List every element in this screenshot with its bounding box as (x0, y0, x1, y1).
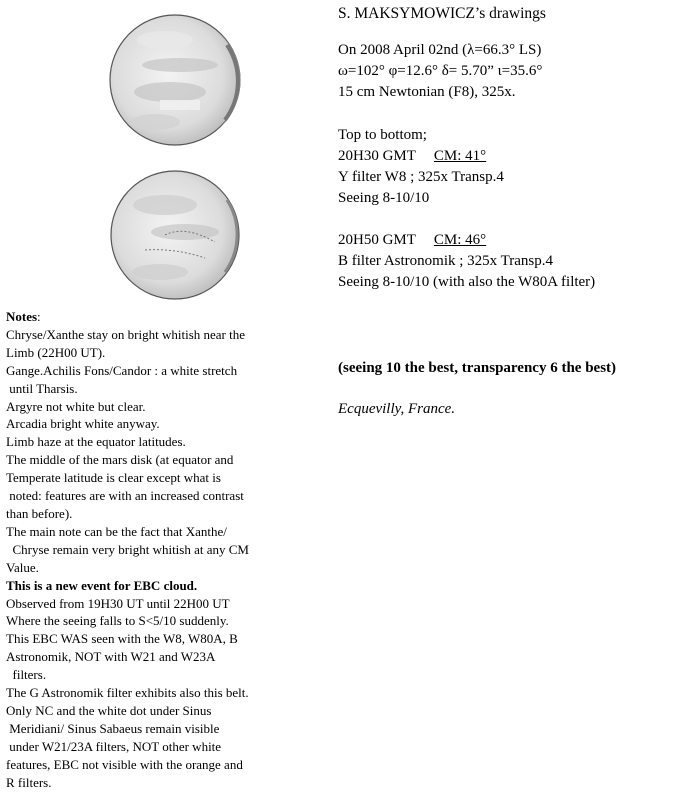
notes-section (6, 308, 306, 791)
note-line-12: Chryse remain very bright whitish at any CM (6, 541, 249, 557)
seeing-scale-note: (seeing 10 the best, transparency 6 the best) (338, 360, 617, 376)
notes-heading (6, 308, 306, 326)
note-line-b-3: Astronomik, NOT with W21 and W23A (6, 649, 216, 665)
note-line-2: Gange.Achilis Fons/Candor : a white stretch (6, 362, 238, 378)
spacer (338, 209, 595, 230)
drawing-order (338, 125, 595, 293)
note-line-1: Limb (22H00 UT). (6, 344, 106, 360)
second-seeing: Seeing 8-10/10 (with also the W80A filter) (338, 274, 596, 290)
observation-instrument: 15 cm Newtonian (F8), 325x. (338, 84, 516, 100)
observation-params: ω=102° φ=12.6° δ= 5.70” ι=35.6° (338, 63, 543, 79)
second-filter: B filter Astronomik ; 325x Transp.4 (338, 253, 554, 269)
note-line-b-5: The G Astronomik filter exhibits also this belt. (6, 685, 249, 701)
drawing-order-label: Top to bottom; (338, 127, 427, 143)
note-line-b-7: Meridiani/ Sinus Sabaeus remain visible (6, 720, 220, 736)
observation-date: On 2008 April 02nd (λ=66.3° LS) (338, 42, 542, 58)
note-line-b-4: filters. (6, 667, 47, 683)
first-drawing-time (338, 146, 595, 167)
notes-colon: : (37, 309, 41, 324)
note-line-13: Value. (6, 559, 39, 575)
note-line-0: Chryse/Xanthe stay on bright whitish near the (6, 326, 246, 342)
note-line-b-2: This EBC WAS seen with the W8, W80A, B (6, 631, 238, 647)
note-line-b-8: under W21/23A filters, NOT other white (6, 738, 222, 754)
note-line-11: The main note can be the fact that Xanthe/ (6, 523, 227, 539)
second-drawing-time (338, 230, 595, 251)
first-seeing: Seeing 8-10/10 (338, 190, 430, 206)
note-line-3: until Tharsis. (6, 380, 78, 396)
notes-lines (6, 326, 306, 577)
note-line-b-0: Observed from 19H30 UT until 22H00 UT (6, 595, 230, 611)
second-time: 20H50 GMT (338, 232, 416, 248)
note-line-b-6: Only NC and the white dot under Sinus (6, 702, 212, 718)
note-line-b-9: features, EBC not visible with the orange and (6, 756, 243, 772)
mars-drawings (105, 10, 245, 300)
first-time: 20H30 GMT (338, 148, 416, 164)
note-line-4: Argyre not white but clear. (6, 398, 146, 414)
notes-bold-line: This is a new event for EBC cloud. (6, 577, 198, 593)
notes-lines-2 (6, 595, 306, 792)
note-line-10: than before). (6, 505, 73, 521)
first-filter: Y filter W8 ; 325x Transp.4 (338, 169, 504, 185)
note-line-9: noted: features are with an increased contrast (6, 488, 244, 504)
second-cm: CM: 46° (433, 232, 487, 248)
note-line-6: Limb haze at the equator latitudes. (6, 434, 186, 450)
mars-disk-top (110, 15, 241, 145)
note-line-b-1: Where the seeing falls to S<5/10 suddenly. (6, 613, 229, 629)
first-cm: CM: 41° (433, 148, 487, 164)
mars-drawings-svg (105, 10, 245, 300)
location: Ecquevilly, France. (338, 401, 456, 417)
page-title: S. MAKSYMOWICZ’s drawings (338, 5, 546, 22)
note-line-5: Arcadia bright white anyway. (6, 416, 160, 432)
note-line-b-10: R filters. (6, 774, 52, 790)
note-line-7: The middle of the mars disk (at equator and (6, 452, 234, 468)
notes-title: Notes (6, 309, 38, 324)
observation-details (338, 40, 542, 103)
note-line-8: Temperate latitude is clear except what is (6, 470, 221, 486)
mars-disk-bottom (111, 171, 239, 299)
